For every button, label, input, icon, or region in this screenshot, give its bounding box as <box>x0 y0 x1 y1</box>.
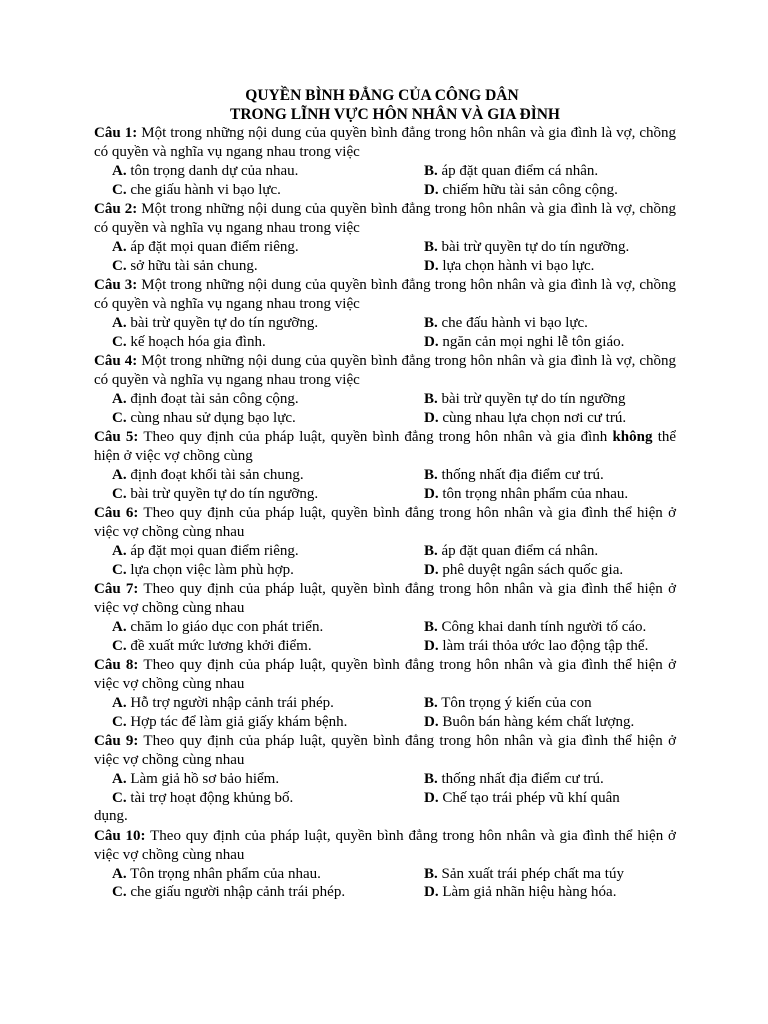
question-stem <box>94 200 676 238</box>
option-text: Chế tạo trái phép vũ khí quân <box>442 789 620 806</box>
option-text: áp đặt quan điểm cá nhân. <box>441 543 599 559</box>
option-text: sở hữu tài sản chung. <box>130 257 258 274</box>
answer-option <box>424 314 676 333</box>
question-list <box>94 124 676 903</box>
answer-option <box>112 883 424 902</box>
answer-options <box>94 865 676 902</box>
answer-option <box>424 883 676 902</box>
option-row <box>112 694 676 713</box>
option-text: bài trừ quyền tự do tín ngưỡng. <box>130 485 319 502</box>
answer-option <box>424 770 676 789</box>
answer-option <box>112 561 424 580</box>
option-text: bài trừ quyền tự do tín ngưỡng. <box>441 239 630 255</box>
answer-option <box>424 257 676 276</box>
answer-option <box>112 162 424 181</box>
option-row <box>112 637 676 656</box>
option-text: chăm lo giáo dục con phát triển. <box>130 619 324 635</box>
question-text: Theo quy định của pháp luật, quyền bình đẳng trong hôn nhân và gia đình thể hiện ở việc vợ chồng cùng nhau <box>94 657 676 692</box>
option-text: bài trừ quyền tự do tín ngưỡng. <box>130 315 319 331</box>
option-row <box>112 466 676 485</box>
question-text: Theo quy định của pháp luật, quyền bình đẳng trong hôn nhân và gia đình thể hiện ở việc vợ chồng cùng nhau <box>94 827 676 863</box>
option-text: tài trợ hoạt động khủng bố. <box>130 789 294 806</box>
answer-options <box>94 238 676 275</box>
title-line-2: TRONG LĨNH VỰC HÔN NHÂN VÀ GIA ĐÌNH <box>230 106 560 123</box>
option-row <box>112 333 676 352</box>
option-letter: B. <box>424 771 438 787</box>
question-item <box>94 827 676 902</box>
option-text: ngăn cản mọi nghi lễ tôn giáo. <box>442 333 625 350</box>
option-letter: D. <box>424 409 439 426</box>
option-text: lựa chọn hành vi bạo lực. <box>442 257 595 274</box>
answer-option <box>424 713 676 732</box>
option-letter: C. <box>112 789 127 806</box>
option-row <box>112 181 676 200</box>
option-letter: D. <box>424 884 439 900</box>
option-letter: C. <box>112 333 127 350</box>
answer-option <box>112 485 424 504</box>
answer-option <box>424 618 676 637</box>
option-letter: D. <box>424 637 439 654</box>
answer-option <box>112 694 424 713</box>
question-text: Một trong những nội dung của quyền bình đẳng trong hôn nhân và gia đình là vợ, chồng có quyền và nghĩa vụ ngang nhau trong việc <box>94 353 677 388</box>
question-item <box>94 124 676 199</box>
option-letter: B. <box>424 543 438 559</box>
question-stem <box>94 504 676 542</box>
answer-options <box>94 694 676 731</box>
option-text: Hợp tác để làm giả giấy khám bệnh. <box>130 713 348 730</box>
option-text: áp đặt mọi quan điểm riêng. <box>130 543 299 559</box>
option-text: che đấu hành vi bạo lực. <box>441 315 588 331</box>
option-text: bài trừ quyền tự do tín ngưỡng <box>441 391 626 407</box>
option-letter: D. <box>424 257 439 274</box>
answer-options <box>94 314 676 351</box>
option-letter: A. <box>112 391 127 407</box>
option-letter: C. <box>112 884 127 900</box>
option-letter: A. <box>112 619 127 635</box>
answer-option <box>424 181 676 200</box>
option-text: đề xuất mức lương khởi điểm. <box>130 637 312 654</box>
answer-option <box>424 542 676 561</box>
question-text: Theo quy định của pháp luật, quyền bình đẳng trong hôn nhân và gia đình <box>143 429 608 445</box>
option-text: làm trái thỏa ước lao động tập thể. <box>442 637 649 654</box>
option-letter: A. <box>112 695 127 711</box>
answer-option <box>424 238 676 257</box>
answer-option <box>112 181 424 200</box>
option-row <box>112 257 676 276</box>
answer-option <box>112 637 424 656</box>
answer-option <box>112 333 424 352</box>
option-letter: B. <box>424 865 438 882</box>
option-letter: B. <box>424 315 438 331</box>
question-number: Câu 9: <box>94 733 139 749</box>
question-number: Câu 2: <box>94 201 138 217</box>
option-text: che giấu người nhập cảnh trái phép. <box>130 884 346 900</box>
answer-option <box>112 713 424 732</box>
option-letter: A. <box>112 163 127 179</box>
answer-option <box>424 865 676 884</box>
option-letter: C. <box>112 485 127 502</box>
option-letter: D. <box>424 561 439 578</box>
answer-option <box>424 561 676 580</box>
title-line-1: QUYỀN BÌNH ĐẲNG CỦA CÔNG DÂN <box>245 87 519 104</box>
answer-option <box>112 238 424 257</box>
option-row <box>112 561 676 580</box>
option-row <box>112 314 676 333</box>
answer-option <box>112 770 424 789</box>
option-row <box>112 618 676 637</box>
option-letter: A. <box>112 467 127 483</box>
option-row <box>112 485 676 504</box>
question-number: Câu 3: <box>94 277 138 293</box>
answer-option <box>424 485 676 504</box>
option-text: Công khai danh tính người tố cáo. <box>441 619 647 635</box>
option-text: Buôn bán hàng kém chất lượng. <box>442 713 635 730</box>
option-text: áp đặt mọi quan điểm riêng. <box>130 239 299 255</box>
option-row <box>112 770 676 789</box>
option-text: Sản xuất trái phép chất ma túy <box>441 865 624 882</box>
question-number: Câu 7: <box>94 581 139 597</box>
option-letter: A. <box>112 239 127 255</box>
option-row <box>112 390 676 409</box>
answer-option <box>424 390 676 409</box>
option-text: Tôn trọng nhân phẩm của nhau. <box>130 865 321 882</box>
answer-option <box>424 637 676 656</box>
option-letter: B. <box>424 695 438 711</box>
answer-option <box>112 542 424 561</box>
question-stem <box>94 827 676 865</box>
question-item <box>94 276 676 351</box>
option-row <box>112 883 676 902</box>
question-number: Câu 4: <box>94 353 138 369</box>
option-letter: C. <box>112 637 127 654</box>
option-letter: D. <box>424 713 439 730</box>
question-item <box>94 504 676 579</box>
option-text: phê duyệt ngân sách quốc gia. <box>442 561 624 578</box>
question-stem <box>94 732 676 770</box>
option-letter: D. <box>424 333 439 350</box>
question-number: Câu 5: <box>94 429 139 445</box>
option-row <box>112 409 676 428</box>
answer-option <box>112 618 424 637</box>
question-item <box>94 352 676 427</box>
option-text: tôn trọng nhân phẩm của nhau. <box>442 485 629 502</box>
answer-option <box>112 409 424 428</box>
question-stem <box>94 428 676 466</box>
answer-option <box>112 466 424 485</box>
question-number: Câu 6: <box>94 505 139 521</box>
option-letter: C. <box>112 257 127 274</box>
question-number: Câu 1: <box>94 125 138 141</box>
option-letter: B. <box>424 239 438 255</box>
option-text: che giấu hành vi bạo lực. <box>130 181 281 198</box>
question-item <box>94 200 676 275</box>
question-item <box>94 580 676 655</box>
option-text-wrap: dụng. <box>94 808 128 824</box>
option-row <box>112 238 676 257</box>
option-text: Làm giả hồ sơ bảo hiểm. <box>130 771 280 787</box>
question-item <box>94 732 676 826</box>
answer-option <box>424 789 676 808</box>
question-text-continued: thể hiện ở việc vợ chồng cùng <box>94 429 677 464</box>
answer-options <box>94 542 676 579</box>
question-text: Một trong những nội dung của quyền bình đẳng trong hôn nhân và gia đình là vợ, chồng có quyền và nghĩa vụ ngang nhau trong việc <box>94 201 677 236</box>
question-text: Một trong những nội dung của quyền bình đẳng trong hôn nhân và gia đình là vợ, chồng có quyền và nghĩa vụ ngang nhau trong việc <box>94 277 677 312</box>
option-text: Làm giả nhãn hiệu hàng hóa. <box>442 884 617 900</box>
option-letter: D. <box>424 181 439 198</box>
option-text: định đoạt khối tài sản chung. <box>130 467 304 483</box>
option-letter: B. <box>424 163 438 179</box>
option-letter: C. <box>112 561 127 578</box>
option-letter: C. <box>112 409 127 426</box>
option-text: chiếm hữu tài sản công cộng. <box>442 181 618 198</box>
option-text: Tôn trọng ý kiến của con <box>441 695 592 711</box>
option-letter: D. <box>424 485 439 502</box>
answer-option <box>112 865 424 884</box>
option-letter: D. <box>424 789 439 806</box>
question-stem <box>94 124 676 162</box>
option-text: Hỗ trợ người nhập cảnh trái phép. <box>130 695 334 711</box>
answer-options <box>94 390 676 427</box>
option-row <box>112 542 676 561</box>
document-title <box>0 86 768 124</box>
option-text: thống nhất địa điểm cư trú. <box>441 771 604 787</box>
question-text: Theo quy định của pháp luật, quyền bình đẳng trong hôn nhân và gia đình thể hiện ở việc vợ chồng cùng nhau <box>94 581 676 616</box>
question-item <box>94 656 676 731</box>
answer-option <box>424 333 676 352</box>
option-letter: A. <box>112 865 127 882</box>
question-text: Theo quy định của pháp luật, quyền bình đẳng trong hôn nhân và gia đình thể hiện ở việc vợ chồng cùng nhau <box>94 505 676 540</box>
question-stem <box>94 352 676 390</box>
option-text: kế hoạch hóa gia đình. <box>130 333 266 350</box>
answer-options <box>94 162 676 199</box>
answer-option <box>424 409 676 428</box>
negation-word: không <box>612 429 653 445</box>
option-text: áp đặt quan điểm cá nhân. <box>441 163 599 179</box>
question-stem <box>94 580 676 618</box>
answer-option <box>112 257 424 276</box>
option-letter: B. <box>424 467 438 483</box>
question-text: Theo quy định của pháp luật, quyền bình đẳng trong hôn nhân và gia đình thể hiện ở việc vợ chồng cùng nhau <box>94 733 676 768</box>
option-letter: A. <box>112 543 127 559</box>
option-row <box>112 162 676 181</box>
answer-option <box>112 314 424 333</box>
answer-option <box>424 162 676 181</box>
option-row <box>112 713 676 732</box>
question-stem <box>94 276 676 314</box>
option-text: thống nhất địa điểm cư trú. <box>441 467 604 483</box>
option-text: cùng nhau sử dụng bạo lực. <box>130 409 296 426</box>
answer-option <box>112 789 424 808</box>
option-text: tôn trọng danh dự của nhau. <box>130 163 299 179</box>
option-text: cùng nhau lựa chọn nơi cư trú. <box>442 409 627 426</box>
question-number: Câu 8: <box>94 657 139 673</box>
option-letter: A. <box>112 315 127 331</box>
answer-options <box>94 466 676 503</box>
question-item <box>94 428 676 503</box>
option-text: định đoạt tài sản công cộng. <box>130 391 299 407</box>
option-letter: C. <box>112 181 127 198</box>
answer-options <box>94 770 676 807</box>
answer-option <box>424 466 676 485</box>
option-text: lựa chọn việc làm phù hợp. <box>130 561 294 578</box>
question-stem <box>94 656 676 694</box>
option-letter: C. <box>112 713 127 730</box>
option-letter: A. <box>112 771 127 787</box>
option-row <box>112 865 676 884</box>
answer-option <box>112 390 424 409</box>
option-row <box>112 789 676 808</box>
option-letter: B. <box>424 391 438 407</box>
answer-option <box>424 694 676 713</box>
question-number: Câu 10: <box>94 827 146 844</box>
question-text: Một trong những nội dung của quyền bình đẳng trong hôn nhân và gia đình là vợ, chồng có quyền và nghĩa vụ ngang nhau trong việc <box>94 125 677 160</box>
option-letter: B. <box>424 619 438 635</box>
answer-options <box>94 618 676 655</box>
